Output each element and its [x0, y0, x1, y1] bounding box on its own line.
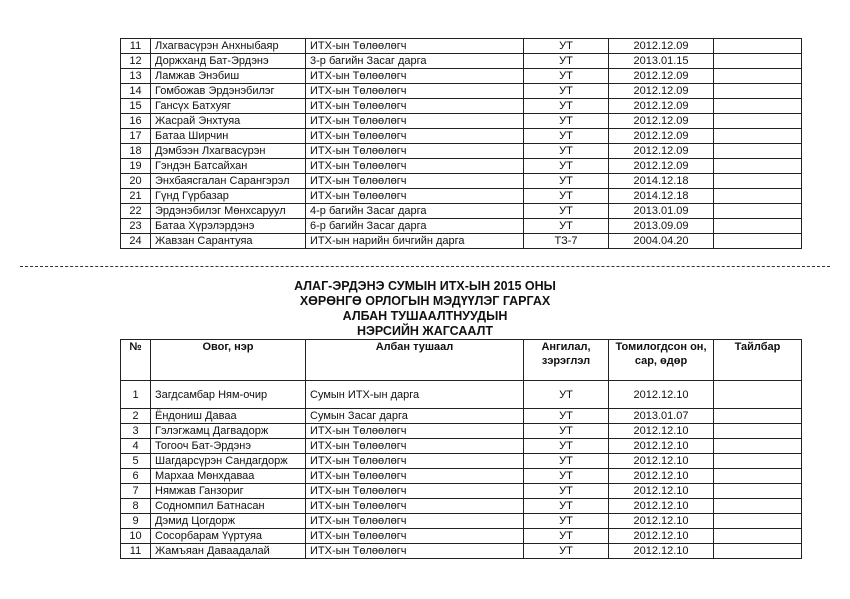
row-position: ИТХ-ын Төлөөлөгч: [306, 69, 524, 84]
table-row: [121, 469, 802, 484]
row-category: УТ: [524, 204, 609, 219]
row-appointment-date: 2012.12.10: [609, 469, 714, 484]
continued-list-body: [121, 39, 802, 249]
row-category: УТ: [524, 129, 609, 144]
row-appointment-date: 2013.01.15: [609, 54, 714, 69]
row-appointment-date: 2012.12.10: [609, 529, 714, 544]
row-number: 16: [121, 114, 151, 129]
row-category: УТ: [524, 189, 609, 204]
row-name: Загдсамбар Ням-очир: [151, 381, 306, 409]
row-name: Батаа Ширчин: [151, 129, 306, 144]
row-position: ИТХ-ын Төлөөлөгч: [306, 159, 524, 174]
row-number: 13: [121, 69, 151, 84]
header-appointment-date: Томилогдсон он, сар, өдөр: [609, 340, 714, 381]
table-header: [121, 340, 802, 381]
header-position: Албан тушаал: [306, 340, 524, 381]
row-position: Сумын ИТХ-ын дарга: [306, 381, 524, 409]
row-category: УТ: [524, 144, 609, 159]
row-appointment-date: 2013.01.07: [609, 409, 714, 424]
row-appointment-date: 2013.09.09: [609, 219, 714, 234]
table-row: [121, 544, 802, 559]
row-name: Гэндэн Батсайхан: [151, 159, 306, 174]
table-row: [121, 484, 802, 499]
row-name: Энхбаясгалан Сарангэрэл: [151, 174, 306, 189]
row-name: Гансүх Батхуяг: [151, 99, 306, 114]
row-appointment-date: 2012.12.09: [609, 114, 714, 129]
row-appointment-date: 2012.12.10: [609, 484, 714, 499]
table-row: [121, 159, 802, 174]
row-number: 23: [121, 219, 151, 234]
row-appointment-date: 2012.12.10: [609, 439, 714, 454]
row-note: [714, 529, 802, 544]
row-note: [714, 39, 802, 54]
doc-title-line-4: НЭРСИЙН ЖАГСААЛТ: [356, 324, 494, 338]
row-name: Лхагвасүрэн Анхныбаяр: [151, 39, 306, 54]
row-note: [714, 484, 802, 499]
table-row: [121, 424, 802, 439]
row-note: [714, 159, 802, 174]
table-row: [121, 174, 802, 189]
row-note: [714, 409, 802, 424]
row-position: ИТХ-ын Төлөөлөгч: [306, 484, 524, 499]
row-note: [714, 439, 802, 454]
row-name: Жамъяан Даваадалай: [151, 544, 306, 559]
row-position: Сумын Засаг дарга: [306, 409, 524, 424]
row-appointment-date: 2012.12.09: [609, 84, 714, 99]
row-name: Сосорбарам Үүртуяа: [151, 529, 306, 544]
row-appointment-date: 2004.04.20: [609, 234, 714, 249]
row-position: 3-р багийн Засаг дарга: [306, 54, 524, 69]
row-number: 15: [121, 99, 151, 114]
row-number: 10: [121, 529, 151, 544]
row-category: УТ: [524, 409, 609, 424]
row-category: УТ: [524, 174, 609, 189]
row-position: ИТХ-ын Төлөөлөгч: [306, 84, 524, 99]
table-row: [121, 234, 802, 249]
table-row: [121, 499, 802, 514]
row-name: Тогооч Бат-Эрдэнэ: [151, 439, 306, 454]
row-position: ИТХ-ын Төлөөлөгч: [306, 189, 524, 204]
table-row: [121, 39, 802, 54]
row-name: Жасрай Энхтуяа: [151, 114, 306, 129]
row-appointment-date: 2012.12.09: [609, 159, 714, 174]
continued-list-table: [120, 38, 802, 249]
row-number: 9: [121, 514, 151, 529]
row-appointment-date: 2014.12.18: [609, 174, 714, 189]
row-name: Жавзан Сарантуяа: [151, 234, 306, 249]
row-note: [714, 54, 802, 69]
row-category: УТ: [524, 114, 609, 129]
row-appointment-date: 2012.12.10: [609, 424, 714, 439]
row-note: [714, 99, 802, 114]
row-appointment-date: 2013.01.09: [609, 204, 714, 219]
row-position: ИТХ-ын Төлөөлөгч: [306, 544, 524, 559]
row-category: УТ: [524, 39, 609, 54]
row-number: 18: [121, 144, 151, 159]
row-position: ИТХ-ын Төлөөлөгч: [306, 114, 524, 129]
row-number: 7: [121, 484, 151, 499]
row-position: ИТХ-ын Төлөөлөгч: [306, 529, 524, 544]
row-category: УТ: [524, 99, 609, 114]
row-appointment-date: 2012.12.09: [609, 144, 714, 159]
table-row: [121, 454, 802, 469]
row-category: УТ: [524, 381, 609, 409]
table-row: [121, 439, 802, 454]
header-note: Тайлбар: [714, 340, 802, 381]
row-number: 8: [121, 499, 151, 514]
row-position: ИТХ-ын Төлөөлөгч: [306, 514, 524, 529]
row-note: [714, 454, 802, 469]
row-note: [714, 189, 802, 204]
table-row: [121, 381, 802, 409]
row-note: [714, 234, 802, 249]
table-row: [121, 204, 802, 219]
row-appointment-date: 2012.12.10: [609, 514, 714, 529]
row-note: [714, 219, 802, 234]
row-number: 11: [121, 39, 151, 54]
row-number: 24: [121, 234, 151, 249]
row-category: УТ: [524, 219, 609, 234]
row-appointment-date: 2012.12.10: [609, 544, 714, 559]
row-category: УТ: [524, 514, 609, 529]
row-name: Доржханд Бат-Эрдэнэ: [151, 54, 306, 69]
row-name: Содномпил Батнасан: [151, 499, 306, 514]
row-appointment-date: 2012.12.10: [609, 454, 714, 469]
row-appointment-date: 2012.12.09: [609, 69, 714, 84]
row-position: ИТХ-ын Төлөөлөгч: [306, 454, 524, 469]
official-list-body: [121, 381, 802, 559]
table-row: [121, 54, 802, 69]
row-name: Ламжав Энэбиш: [151, 69, 306, 84]
row-category: УТ: [524, 469, 609, 484]
row-name: Шагдарсүрэн Сандагдорж: [151, 454, 306, 469]
row-position: ИТХ-ын Төлөөлөгч: [306, 499, 524, 514]
page-break-divider: [20, 266, 830, 267]
row-appointment-date: 2012.12.10: [609, 499, 714, 514]
row-note: [714, 424, 802, 439]
row-category: УТ: [524, 544, 609, 559]
doc-title-line-2: ХӨРӨНГӨ ОРЛОГЫН МЭДҮҮЛЭГ ГАРГАХ: [299, 294, 551, 308]
row-note: [714, 381, 802, 409]
row-number: 11: [121, 544, 151, 559]
row-position: 6-р багийн Засаг дарга: [306, 219, 524, 234]
row-category: УТ: [524, 484, 609, 499]
row-position: ИТХ-ын Төлөөлөгч: [306, 469, 524, 484]
row-category: УТ: [524, 499, 609, 514]
doc-title-line-3: АЛБАН ТУШААЛТНУУДЫН: [342, 309, 508, 323]
table-row: [121, 144, 802, 159]
row-note: [714, 544, 802, 559]
row-category: УТ: [524, 529, 609, 544]
row-note: [714, 114, 802, 129]
table-row: [121, 69, 802, 84]
row-name: Дэмбээн Лхагвасүрэн: [151, 144, 306, 159]
row-name: Батаа Хүрэлэрдэнэ: [151, 219, 306, 234]
table-row: [121, 99, 802, 114]
row-category: ТЗ-7: [524, 234, 609, 249]
row-position: 4-р багийн Засаг дарга: [306, 204, 524, 219]
table-row: [121, 529, 802, 544]
row-number: 17: [121, 129, 151, 144]
row-appointment-date: 2012.12.10: [609, 381, 714, 409]
row-name: Ёндониш Даваа: [151, 409, 306, 424]
row-category: УТ: [524, 54, 609, 69]
row-appointment-date: 2012.12.09: [609, 129, 714, 144]
row-note: [714, 469, 802, 484]
row-number: 20: [121, 174, 151, 189]
row-position: ИТХ-ын Төлөөлөгч: [306, 439, 524, 454]
row-category: УТ: [524, 454, 609, 469]
row-note: [714, 129, 802, 144]
official-list-table: [120, 339, 802, 559]
table-row: [121, 189, 802, 204]
row-number: 2: [121, 409, 151, 424]
row-number: 4: [121, 439, 151, 454]
row-category: УТ: [524, 439, 609, 454]
row-name: Гомбожав Эрдэнэбилэг: [151, 84, 306, 99]
header-number: №: [121, 340, 151, 381]
table-row: [121, 129, 802, 144]
row-note: [714, 499, 802, 514]
row-position: ИТХ-ын Төлөөлөгч: [306, 129, 524, 144]
row-note: [714, 69, 802, 84]
row-number: 3: [121, 424, 151, 439]
row-number: 6: [121, 469, 151, 484]
row-number: 12: [121, 54, 151, 69]
row-position: ИТХ-ын нарийн бичгийн дарга: [306, 234, 524, 249]
row-note: [714, 84, 802, 99]
row-position: ИТХ-ын Төлөөлөгч: [306, 144, 524, 159]
row-position: ИТХ-ын Төлөөлөгч: [306, 174, 524, 189]
row-appointment-date: 2012.12.09: [609, 39, 714, 54]
row-position: ИТХ-ын Төлөөлөгч: [306, 99, 524, 114]
table-row: [121, 514, 802, 529]
row-category: УТ: [524, 69, 609, 84]
row-number: 21: [121, 189, 151, 204]
row-note: [714, 204, 802, 219]
row-name: Гэлэгжамц Дагвадорж: [151, 424, 306, 439]
row-position: ИТХ-ын Төлөөлөгч: [306, 39, 524, 54]
row-number: 1: [121, 381, 151, 409]
row-number: 19: [121, 159, 151, 174]
doc-title-line-1: АЛАГ-ЭРДЭНЭ СУМЫН ИТХ-ЫН 2015 ОНЫ: [294, 279, 556, 293]
table-row: [121, 409, 802, 424]
row-number: 22: [121, 204, 151, 219]
row-note: [714, 174, 802, 189]
row-name: Эрдэнэбилэг Мөнхсаруул: [151, 204, 306, 219]
row-name: Дэмид Цогдорж: [151, 514, 306, 529]
header-name: Овог, нэр: [151, 340, 306, 381]
row-note: [714, 514, 802, 529]
row-position: ИТХ-ын Төлөөлөгч: [306, 424, 524, 439]
row-name: Нямжав Ганзориг: [151, 484, 306, 499]
row-category: УТ: [524, 424, 609, 439]
row-appointment-date: 2014.12.18: [609, 189, 714, 204]
table-row: [121, 114, 802, 129]
row-name: Гүнд Гүрбазар: [151, 189, 306, 204]
row-note: [714, 144, 802, 159]
table-row: [121, 219, 802, 234]
row-number: 14: [121, 84, 151, 99]
table-row: [121, 84, 802, 99]
header-category: Ангилал, зэрэглэл: [524, 340, 609, 381]
row-name: Мархаа Мөнхдаваа: [151, 469, 306, 484]
row-appointment-date: 2012.12.09: [609, 99, 714, 114]
row-category: УТ: [524, 159, 609, 174]
row-number: 5: [121, 454, 151, 469]
row-category: УТ: [524, 84, 609, 99]
